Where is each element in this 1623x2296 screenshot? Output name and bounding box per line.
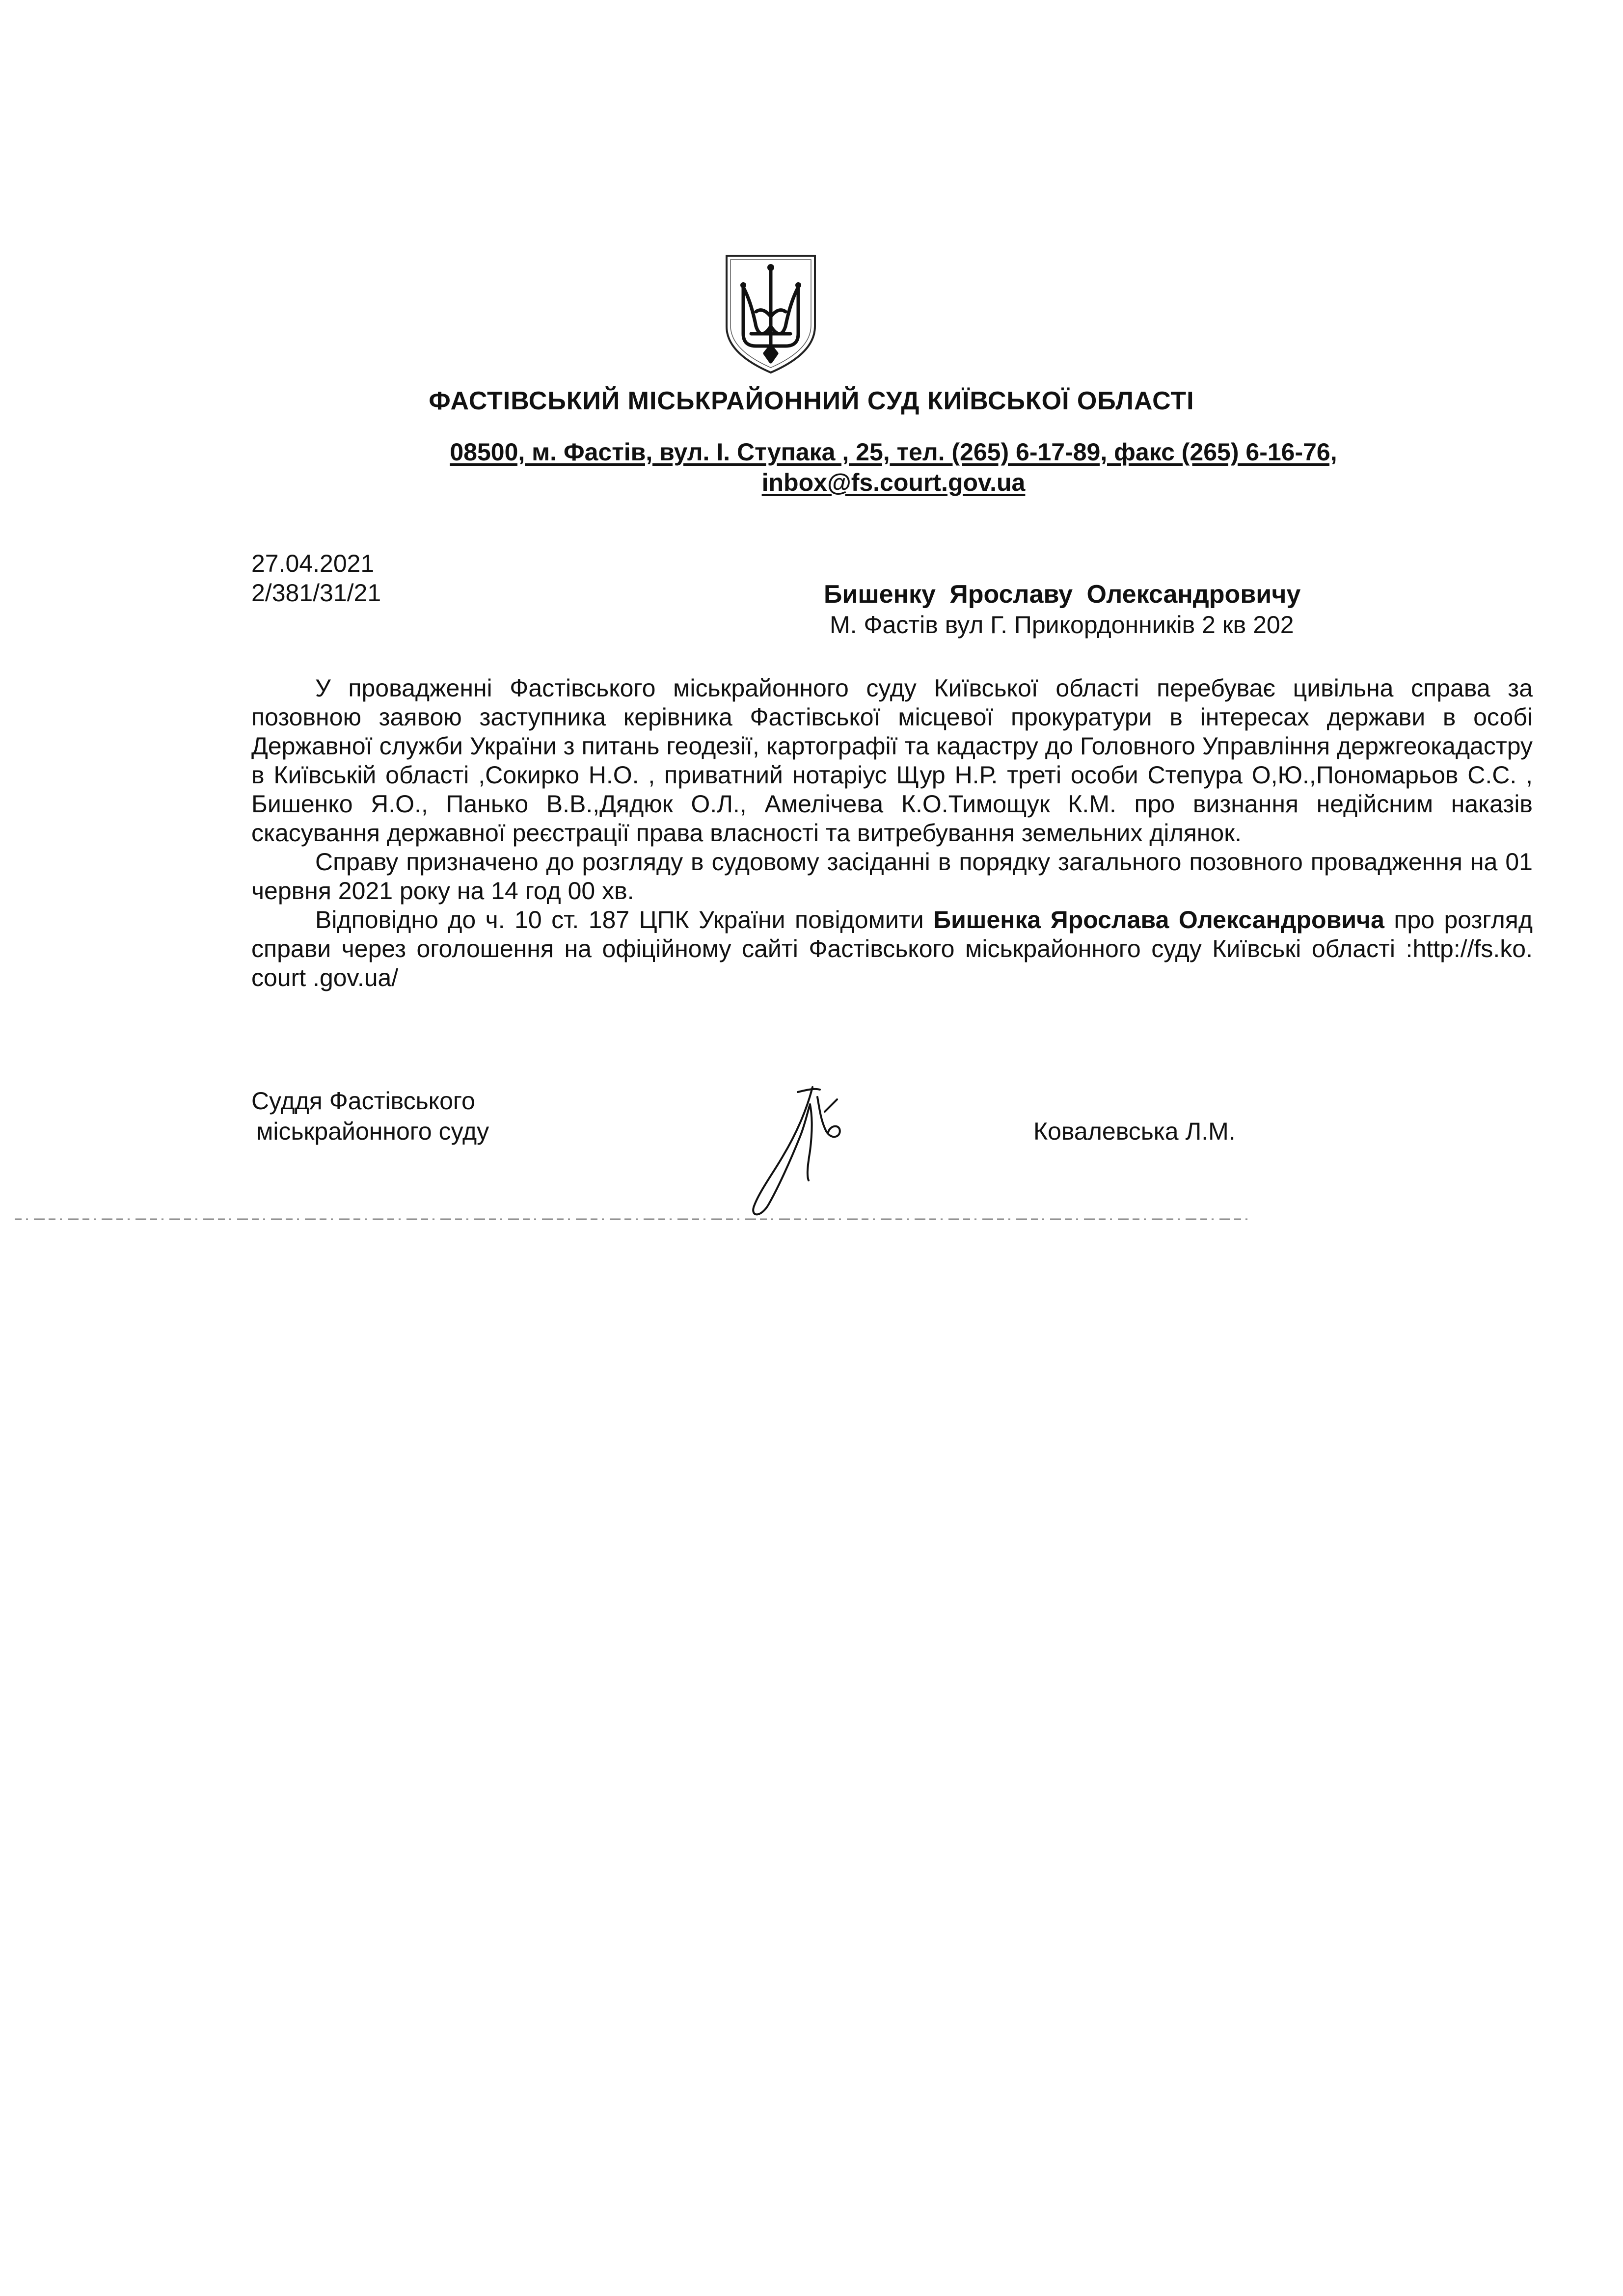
notification-text-start: Відповідно до ч. 10 ст. 187 ЦПК України повідомити <box>315 906 934 934</box>
scan-artifact-line <box>15 1217 1252 1221</box>
court-name: ФАСТІВСЬКИЙ МІСЬКРАЙОННИЙ СУД КИЇВСЬКОЇ ОБЛАСТІ <box>429 387 1194 415</box>
recipient-block <box>824 579 1301 640</box>
reference-number: 2/381/31/21 <box>251 579 381 607</box>
coat-of-arms-icon <box>722 253 820 375</box>
court-address <box>383 437 1404 498</box>
judge-name: Ковалевська Л.М. <box>1033 1118 1236 1145</box>
court-address-line: 08500, м. Фастів, вул. І. Ступака , 25, тел. (265) 6-17-89, факс (265) 6-16-76, <box>450 438 1337 466</box>
court-email: inbox@fs.court.gov.ua <box>761 469 1026 496</box>
recipient-name: Бишенку Ярославу Олександровичу <box>824 580 1301 609</box>
judge-title-line2: міськрайонного суду <box>256 1118 489 1145</box>
judge-title-line1: Суддя Фастівського <box>251 1087 475 1115</box>
handwritten-signature <box>739 1077 857 1220</box>
recipient-address: М. Фастів вул Г. Прикордонників 2 кв 202 <box>830 611 1294 639</box>
judge-title <box>251 1086 489 1147</box>
letter-body <box>251 674 1533 992</box>
notification-text-end: про розгляд справи через оголошення на офіційному сайті Фастівського міськрайонного суду Київські області :http://fs.ko. court .gov.ua/ <box>251 906 1533 991</box>
letter-meta <box>251 549 381 608</box>
letter-date: 27.04.2021 <box>251 550 375 577</box>
body-paragraph-case: У провадженні Фастівського міськрайонного суду Київської області перебуває цивільна справа за позовною заявою заступника керівника Фастівської місцевої прокуратури в інтересах держави в особі Державної служби України з питань геодезії, картографії та кадастру до Головного Управління держгеокадастру в Київській області ,Сокирко Н.О. , приватний нотаріус Щур Н.Р. треті особи Степура О,Ю.,Пономарьов С.С. , Бишенко Я.О., Панько В.В.,Дядюк О.Л., Амелічева К.О.Тимощук К.М. про визнання недійсним наказів скасування державної реєстрації права власності та витребування земельних ділянок. <box>251 674 1533 847</box>
body-paragraph-notification <box>251 906 1533 992</box>
body-paragraph-hearing: Справу призначено до розгляду в судовому засіданні в порядку загального позовного провадження на 01 червня 2021 року на 14 год 00 хв. <box>251 848 1533 905</box>
notified-person-name: Бишенка Ярослава Олександровича <box>933 906 1384 934</box>
